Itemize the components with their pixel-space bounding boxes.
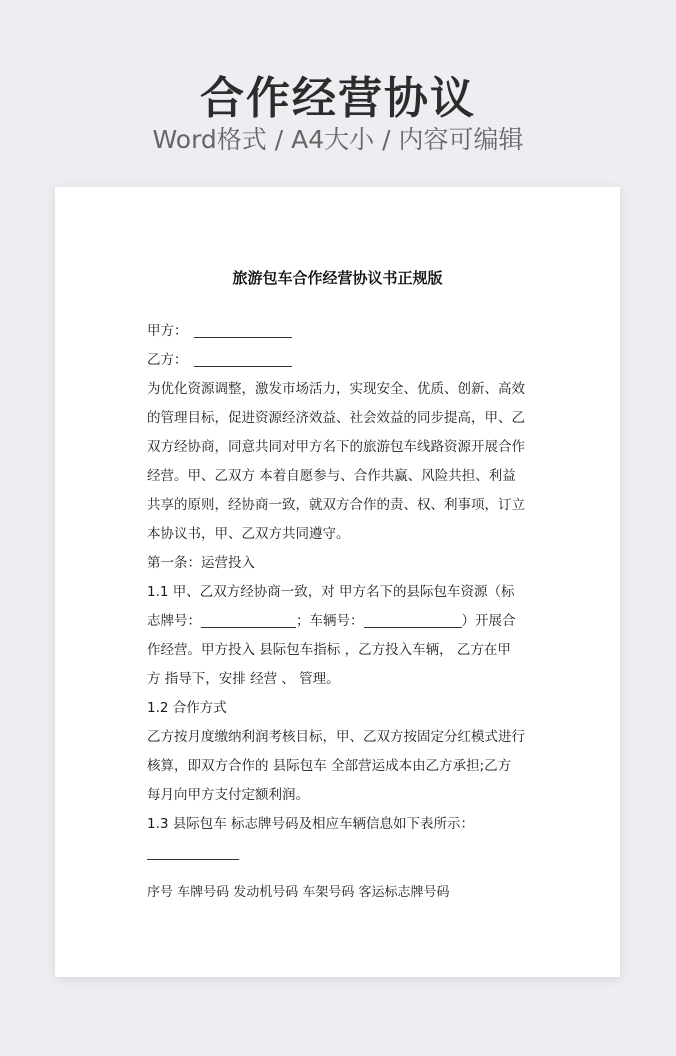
clause-1-1-line: 方 指导下，安排 经营 、 管理。: [147, 671, 340, 687]
party-a-blank: [194, 321, 292, 338]
preamble-line: 的管理目标，促进资源经济效益、社会效益的同步提高，甲、乙: [147, 410, 525, 426]
vehicle-label: ；车辆号：: [296, 613, 364, 629]
document-page: [55, 187, 620, 977]
vehicle-number-blank: [364, 611, 462, 628]
separator-line: [147, 858, 239, 860]
document-body: [147, 317, 532, 907]
clause-1-1-plate-line: [147, 607, 532, 636]
banner-title: 合作经营协议: [200, 73, 476, 124]
clause-1-2-line: 每月向甲方支付定额利润。: [147, 787, 309, 803]
clause-1-2-line: 乙方按月度缴纳利润考核目标，甲、乙双方按固定分红模式进行: [147, 729, 525, 745]
preamble-line: 本协议书，甲、乙双方共同遵守。: [147, 526, 350, 542]
clause-suffix: ）开展合: [461, 613, 516, 629]
document-title: 旅游包车合作经营协议书正规版: [232, 269, 443, 287]
table-header: 序号 车牌号码 发动机号码 车架号码 客运标志牌号码: [147, 885, 450, 900]
party-b-line: [147, 346, 532, 375]
preamble-line: 为优化资源调整，激发市场活力，实现安全、优质、创新、高效: [147, 381, 525, 397]
article-1-heading: 第一条：运营投入: [147, 555, 255, 571]
party-b-blank: [194, 350, 292, 367]
clause-1-1-line: 作经营。甲方投入 县际包车指标 ，乙方投入车辆， 乙方在甲: [147, 642, 511, 658]
preamble-line: 经营。甲、乙双方 本着自愿参与、合作共赢、风险共担、利益: [147, 468, 516, 484]
preamble-line: 双方经协商，同意共同对甲方名下的旅游包车线路资源开展合作: [147, 439, 525, 455]
clause-1-1-line: 1.1 甲、乙双方经协商一致，对 甲方名下的县际包车资源（标: [147, 584, 515, 600]
party-a-label: 甲方：: [147, 323, 188, 339]
party-a-line: [147, 317, 532, 346]
clause-1-2-heading: 1.2 合作方式: [147, 700, 227, 716]
plate-label: 志牌号：: [147, 613, 201, 629]
plate-number-blank: [201, 611, 296, 628]
clause-1-2-line: 核算，即双方合作的 县际包车 全部营运成本由乙方承担;乙方: [147, 758, 512, 774]
preamble-line: 共享的原则，经协商一致，就双方合作的责、权、利事项，订立: [147, 497, 525, 513]
banner-subtitle: Word格式 / A4大小 / 内容可编辑: [152, 125, 524, 154]
party-b-label: 乙方：: [147, 352, 188, 368]
clause-1-3: 1.3 县际包车 标志牌号码及相应车辆信息如下表所示：: [147, 816, 475, 832]
